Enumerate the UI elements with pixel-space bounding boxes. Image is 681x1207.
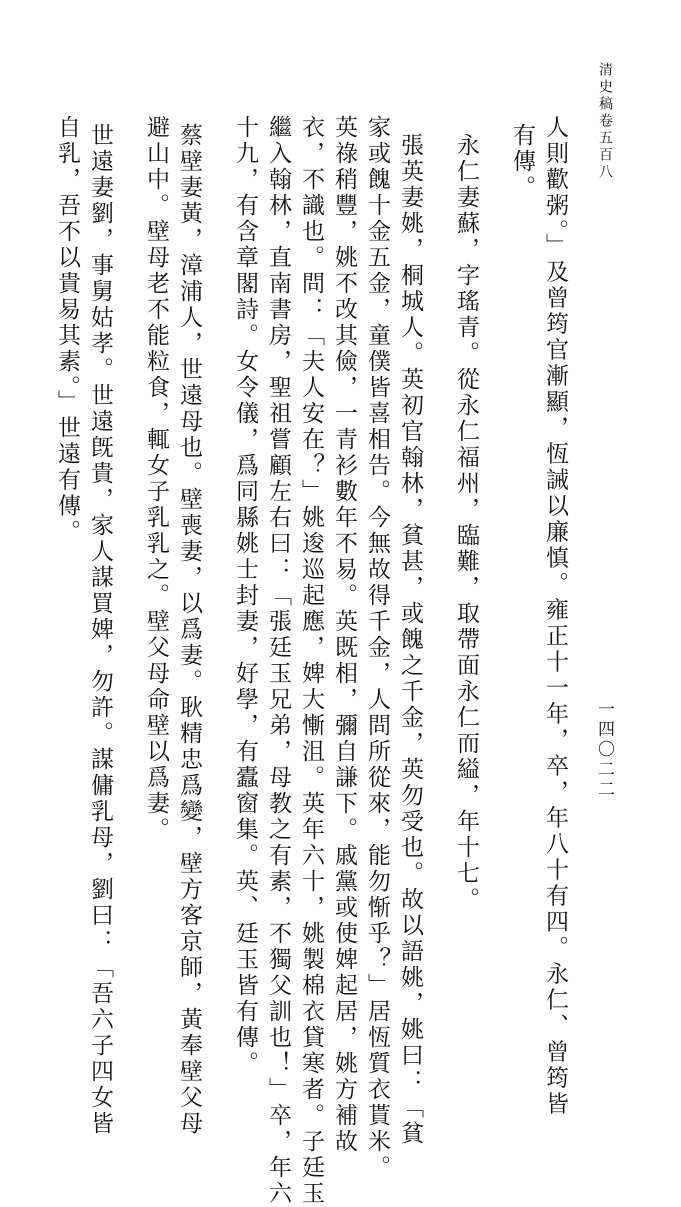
body-text	[50, 115, 571, 1207]
text-column: 繼入翰林，直南書房，聖祖嘗顧左右曰：「張廷玉兄弟，母教之有素，不獨父訓也！」卒，年六	[265, 115, 291, 1207]
text-column: 自乳，吾不以貴易其素。」世遠有傳。	[54, 115, 80, 546]
text-column: 十九，有含章閣詩。女令儀，爲同縣姚士封妻，好學，有蠹窗集。英、廷玉皆有傳。	[232, 115, 258, 1077]
page-number: 一四〇二二	[594, 700, 614, 800]
text-column: 英祿稍豐，姚不改其儉，一青衫數年不易。英既相，彌自謙下。戚黨或使婢起居，姚方補故	[331, 115, 357, 1155]
text-column: 家或餽十金五金，童僕皆喜相告。今無故得千金，人問所從來，能勿惭乎？」居恆質衣貰米。	[364, 115, 390, 1181]
text-column: 永仁妻蘇，字瑤青。從永仁福州，臨難，取帶面永仁而縊，年十七。	[453, 133, 479, 913]
text-column: 世遠妻劉，事舅姑孝。世遠旣貴，家人謀買婢，勿許。謀傭乳母，劉曰：「吾六子四女皆	[87, 123, 113, 1137]
running-header: 清史稿卷五百八	[597, 62, 613, 181]
text-column: 避山中。壁母老不能粒食，輒女子乳乳之。壁父母命壁以爲妻。	[143, 115, 169, 843]
text-column: 衣，不識也。問：「夫人安在？」姚逡巡起應，婢大慚沮。英年六十，姚製棉衣貸寒者。子廷玉	[298, 115, 324, 1207]
text-column: 蔡壁妻黃，漳浦人，世遠母也。壁喪妻，以爲妻。耿精忠爲變，壁方客京師，黃奉壁父母	[176, 123, 202, 1137]
text-column: 人則歡粥。」及曾筠官漸顯，恆誡以廉慎。雍正十一年，卒，年八十有四。永仁、曾筠皆	[542, 115, 568, 1118]
text-column: 張英妻姚，桐城人。英初官翰林，貧甚，或餽之千金，英勿受也。故以語姚，姚曰：「貧	[397, 133, 423, 1147]
text-column: 有傳。	[509, 123, 535, 201]
